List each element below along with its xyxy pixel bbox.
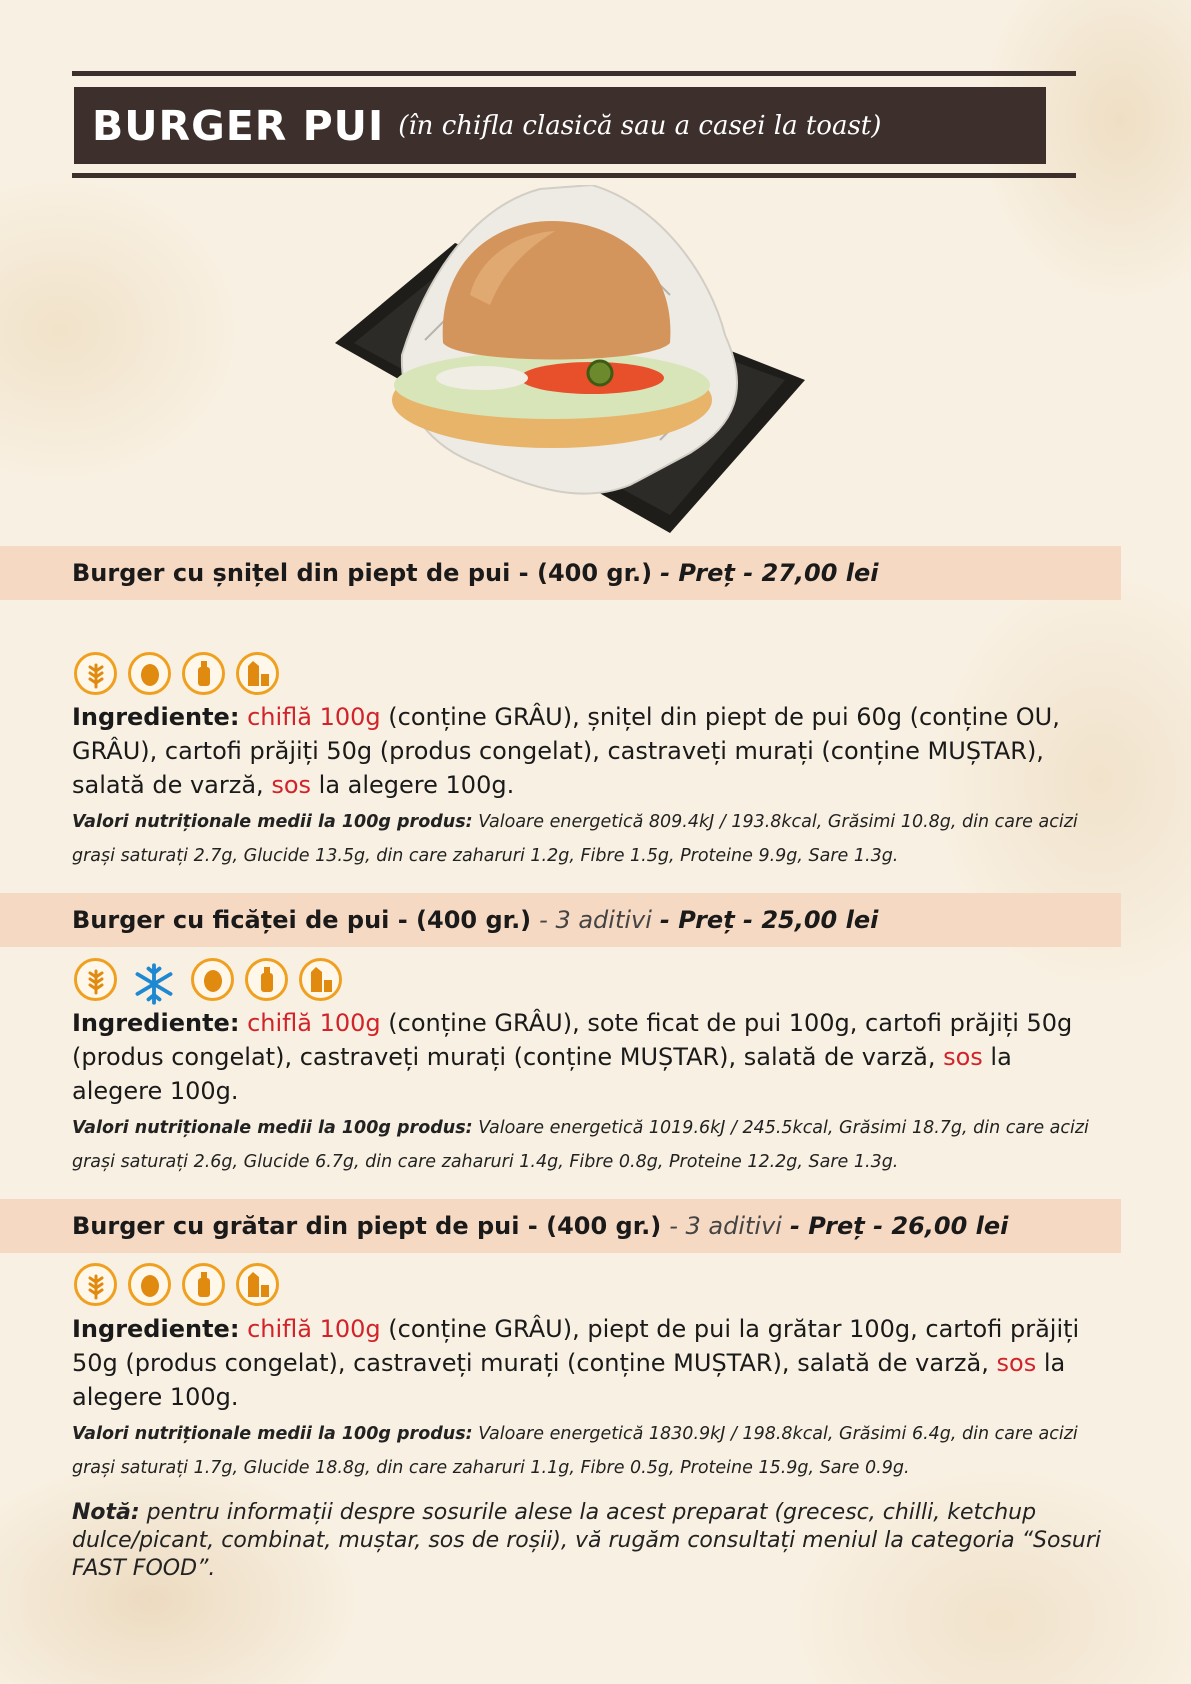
ingredients-label: Ingrediente: <box>72 703 240 731</box>
item-ingredients <box>72 1006 1102 1108</box>
ingredients-end-text: la alegere 100g. <box>72 1043 1012 1105</box>
item-price: - Preț - 27,00 lei <box>660 559 879 587</box>
page-title: BURGER PUI <box>92 101 385 150</box>
note <box>72 1499 1122 1583</box>
burger-photo <box>330 185 870 580</box>
egg-icon <box>128 652 171 695</box>
item-name: Burger cu șnițel din piept de pui - (400 gr.) <box>72 559 653 587</box>
ingredients-text: (conține GRÂU), șnițel din piept de pui 60g (conține OU, GRÂU), cartofi prăjiți 50g (produs congelat), castraveți murați (conține MUȘTAR), salată de varză, <box>72 703 1060 799</box>
allergen-icons <box>74 652 279 695</box>
egg-icon <box>128 1263 171 1306</box>
ingredients-end-text: la alegere 100g. <box>72 1349 1066 1411</box>
nutrition-text: Valoare energetică 809.4kJ / 193.8kcal, Grăsimi 10.8g, din care acizi grași saturați 2.7g, Glucide 13.5g, din care zaharuri 1.2g, Fibre 1.5g, Proteine 9.9g, Sare 1.3g. <box>72 812 1078 866</box>
sauce-text: sos <box>943 1043 983 1071</box>
allergen-icons <box>74 958 342 1010</box>
frozen-icon <box>128 958 180 1010</box>
item-header <box>0 1199 1121 1253</box>
bun-text: chiflă 100g <box>247 1009 381 1037</box>
sauce-text: sos <box>271 771 312 799</box>
sauce-text: sos <box>996 1349 1037 1377</box>
mustard-icon <box>245 958 288 1001</box>
egg-icon <box>191 958 234 1001</box>
ingredients-text: (conține GRÂU), piept de pui la grătar 100g, cartofi prăjiți 50g (produs congelat), castraveți murați (conține MUȘTAR), salată de varză, <box>72 1315 1080 1377</box>
wheat-icon <box>74 1263 117 1306</box>
item-name: Burger cu ficăței de pui - (400 gr.) <box>72 906 532 934</box>
nutrition-text: Valoare energetică 1830.9kJ / 198.8kcal, Grăsimi 6.4g, din care acizi grași saturați 1.7g, Glucide 18.8g, din care zaharuri 1.1g, Fibre 0.5g, Proteine 15.9g, Sare 0.9g. <box>72 1424 1078 1478</box>
milk-icon <box>236 1263 279 1306</box>
nutrition-label: Valori nutriționale medii la 100g produs: <box>72 1424 473 1444</box>
item-nutrition <box>72 1417 1102 1485</box>
title-bar <box>74 87 1046 164</box>
top-rule <box>72 71 1076 76</box>
milk-icon <box>236 652 279 695</box>
ingredients-text: (conține GRÂU), sote ficat de pui 100g, cartofi prăjiți 50g (produs congelat), castraveți murați (conține MUȘTAR), salată de varză, <box>72 1009 1073 1071</box>
nutrition-text: Valoare energetică 1019.6kJ / 245.5kcal, Grăsimi 18.7g, din care acizi grași saturați 2.6g, Glucide 6.7g, din care zaharuri 1.4g, Fibre 0.8g, Proteine 12.2g, Sare 1.3g. <box>72 1118 1089 1172</box>
item-price: - Preț - 26,00 lei <box>789 1212 1009 1240</box>
ingredients-label: Ingrediente: <box>72 1009 240 1037</box>
item-nutrition <box>72 1111 1102 1179</box>
mustard-icon <box>182 1263 225 1306</box>
wheat-icon <box>74 652 117 695</box>
ingredients-end-text: la alegere 100g. <box>311 771 515 799</box>
item-header <box>0 546 1121 600</box>
milk-icon <box>299 958 342 1001</box>
item-aditivi: - 3 aditivi <box>539 906 652 934</box>
page-subtitle: (în chifla clasică sau a casei la toast) <box>398 110 882 141</box>
wheat-icon <box>74 958 117 1001</box>
bun-text: chiflă 100g <box>247 703 381 731</box>
nutrition-label: Valori nutriționale medii la 100g produs: <box>72 1118 473 1138</box>
bun-text: chiflă 100g <box>247 1315 381 1343</box>
note-text: pentru informații despre sosurile alese la acest preparat (grecesc, chilli, ketchup dulce/picant, combinat, muștar, sos de roșii), vă rugăm consultați meniul la categoria “Sosuri FAST FOOD”. <box>72 1500 1102 1581</box>
bottom-rule <box>72 173 1076 178</box>
item-header <box>0 893 1121 947</box>
nutrition-label: Valori nutriționale medii la 100g produs: <box>72 812 473 832</box>
mustard-icon <box>182 652 225 695</box>
ingredients-label: Ingrediente: <box>72 1315 240 1343</box>
allergen-icons <box>74 1263 279 1306</box>
item-nutrition <box>72 805 1102 873</box>
item-ingredients <box>72 1312 1102 1414</box>
note-label: Notă: <box>72 1500 140 1525</box>
item-ingredients <box>72 700 1102 802</box>
item-price: - Preț - 25,00 lei <box>659 906 879 934</box>
item-name: Burger cu grătar din piept de pui - (400 gr.) <box>72 1212 662 1240</box>
item-aditivi: - 3 aditivi <box>669 1212 782 1240</box>
